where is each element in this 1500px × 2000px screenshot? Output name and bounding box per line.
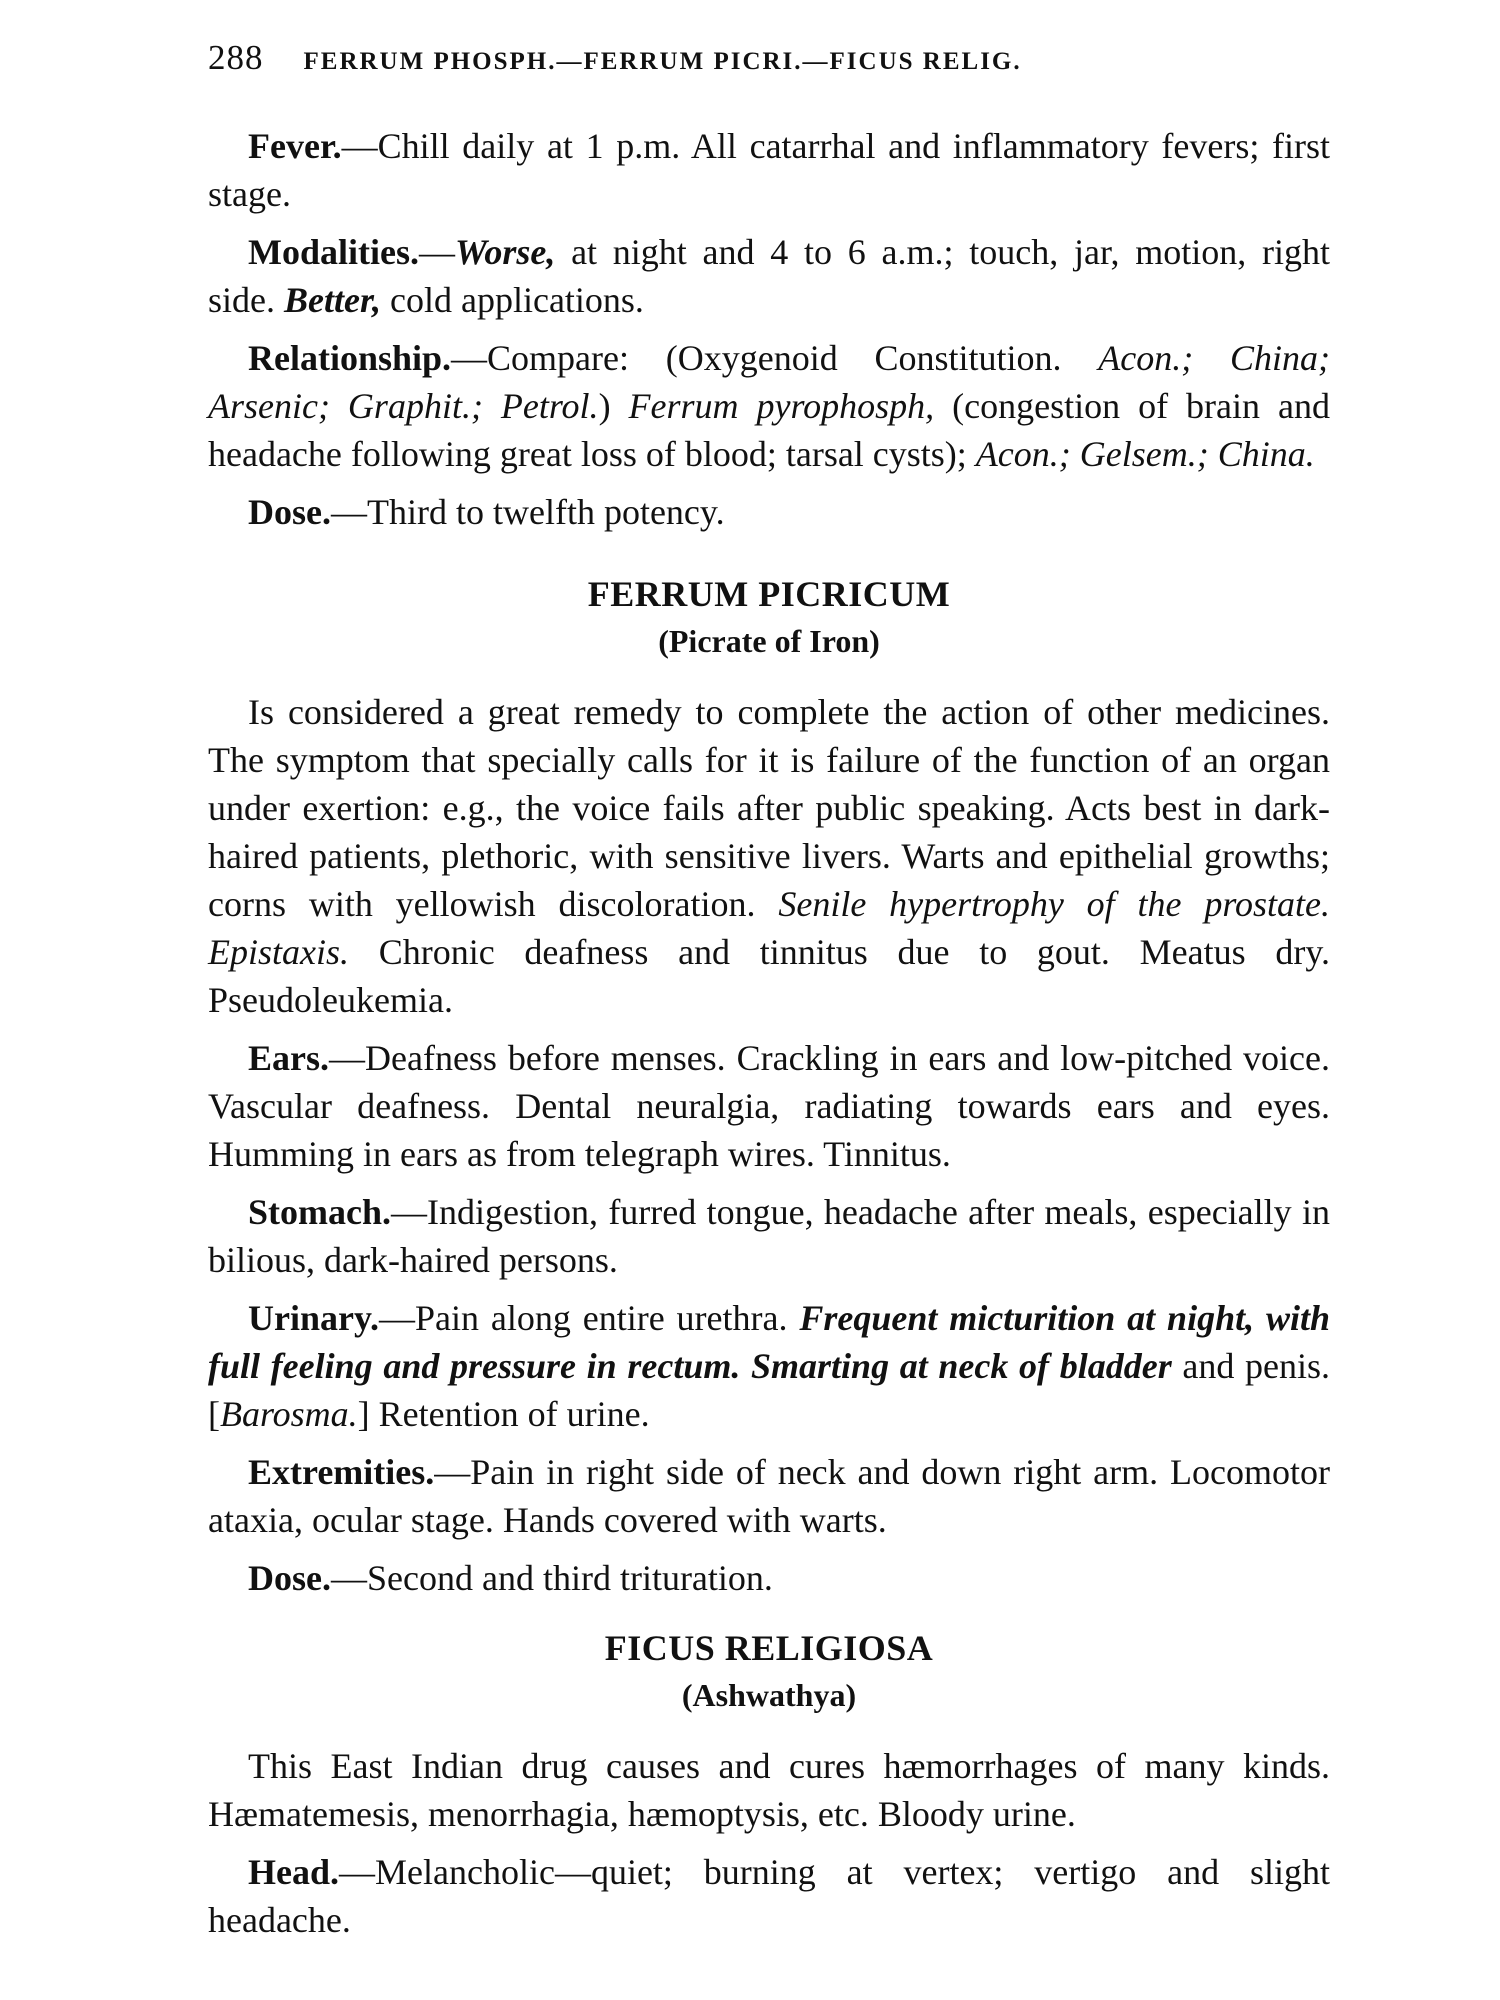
label-ears: Ears. (248, 1038, 329, 1078)
urinary-italic-2: Barosma. (220, 1394, 358, 1434)
book-page (208, 38, 1330, 1954)
urinary-text-1: —Pain along entire urethra. (379, 1298, 800, 1338)
relationship-remedies-1: Acon.; China; Arsenic; Graphit.; Petrol. (208, 338, 1330, 426)
text-stomach: —Indigestion, furred tongue, headache after meals, especially in bilious, dark-haired persons. (208, 1192, 1330, 1280)
text-fever: —Chill daily at 1 p.m. All catarrhal and inflammatory fevers; first stage. (208, 126, 1330, 214)
section-urinary (208, 1294, 1330, 1438)
text-ears: —Deafness before menses. Crackling in ears and low-pitched voice. Vascular deafness. Dental neuralgia, radiating towards ears and eyes. Humming in ears as from telegraph wires. Tinnitus. (208, 1038, 1330, 1174)
label-dose-phosph: Dose. (248, 492, 331, 532)
section-picricum-intro (208, 688, 1330, 1024)
label-modalities: Modalities. (248, 232, 419, 272)
modalities-dash: — (418, 232, 455, 272)
relationship-text-1: —Compare: (Oxygenoid Constitution. (451, 338, 1099, 378)
section-head (208, 1848, 1330, 1944)
text-head: —Melancholic—quiet; burning at vertex; vertigo and slight headache. (208, 1852, 1330, 1940)
section-fever (208, 122, 1330, 218)
running-header (208, 38, 1330, 78)
text-dose-picricum: —Second and third trituration. (331, 1558, 773, 1598)
picricum-intro-text-2: Chronic deafness and tinnitus due to gout. Meatus dry. Pseudoleukemia. (208, 932, 1330, 1020)
urinary-text-3: ] Retention of urine. (357, 1394, 650, 1434)
modalities-better-text: cold applications. (381, 280, 644, 320)
section-modalities (208, 228, 1330, 324)
relationship-remedies-2: Acon.; Gelsem.; China. (975, 434, 1315, 474)
subtitle-ficus-religiosa: (Ashwathya) (681, 1677, 857, 1713)
modalities-worse: Worse, (454, 232, 556, 272)
heading-ficus-religiosa (208, 1624, 1330, 1718)
section-ficus-intro (208, 1742, 1330, 1838)
relationship-text-3: (congestion of brain and headache following great loss of blood; tarsal cysts); (208, 386, 1330, 474)
text-extremities: —Pain in right side of neck and down right arm. Locomotor ataxia, ocular stage. Hands covered with warts. (208, 1452, 1330, 1540)
label-dose-picricum: Dose. (248, 1558, 331, 1598)
title-ferrum-picricum: FERRUM PICRICUM (587, 574, 951, 614)
running-title: FERRUM PHOSPH.—FERRUM PICRI.—FICUS RELIG. (303, 48, 1022, 75)
section-dose-picricum (208, 1554, 1330, 1602)
title-ficus-religiosa: FICUS RELIGIOSA (604, 1628, 934, 1668)
section-extremities (208, 1448, 1330, 1544)
label-extremities: Extremities. (248, 1452, 435, 1492)
modalities-better: Better, (284, 280, 381, 320)
label-fever: Fever. (248, 126, 342, 166)
modalities-worse-text: at night and 4 to 6 a.m.; touch, jar, motion, right side. (208, 232, 1330, 320)
label-urinary: Urinary. (248, 1298, 379, 1338)
picricum-intro-text-1: Is considered a great remedy to complete the action of other medicines. The symptom that specially calls for it is failure of the function of an organ under exertion: e.g., the voice fails after public speaking. Acts best in dark-haired patients, plethoric, with sensitive livers. Warts and epithelial growths; corns with yellowish discoloration. (208, 692, 1330, 924)
label-relationship: Relationship. (248, 338, 452, 378)
section-dose-phosph (208, 488, 1330, 536)
section-relationship (208, 334, 1330, 478)
urinary-italic-1: Frequent micturition at night, with full feeling and pressure in rectum. Smarting at neck of bladder (208, 1298, 1330, 1386)
section-ears (208, 1034, 1330, 1178)
subtitle-ferrum-picricum: (Picrate of Iron) (658, 623, 880, 659)
urinary-text-2: and penis. [ (208, 1346, 1330, 1434)
section-stomach (208, 1188, 1330, 1284)
heading-ferrum-picricum (208, 570, 1330, 664)
label-stomach: Stomach. (248, 1192, 391, 1232)
page-number: 288 (208, 38, 264, 77)
relationship-ferrum-pyro: Ferrum pyrophosph, (628, 386, 935, 426)
ficus-intro-text: This East Indian drug causes and cures hæmorrhages of many kinds. Hæmatemesis, menorrhagia, hæmoptysis, etc. Bloody urine. (208, 1746, 1330, 1834)
relationship-text-2: ) (598, 386, 629, 426)
text-dose-phosph: —Third to twelfth potency. (331, 492, 725, 532)
picricum-intro-italic: Senile hypertrophy of the prostate. Epistaxis. (208, 884, 1331, 972)
label-head: Head. (248, 1852, 340, 1892)
